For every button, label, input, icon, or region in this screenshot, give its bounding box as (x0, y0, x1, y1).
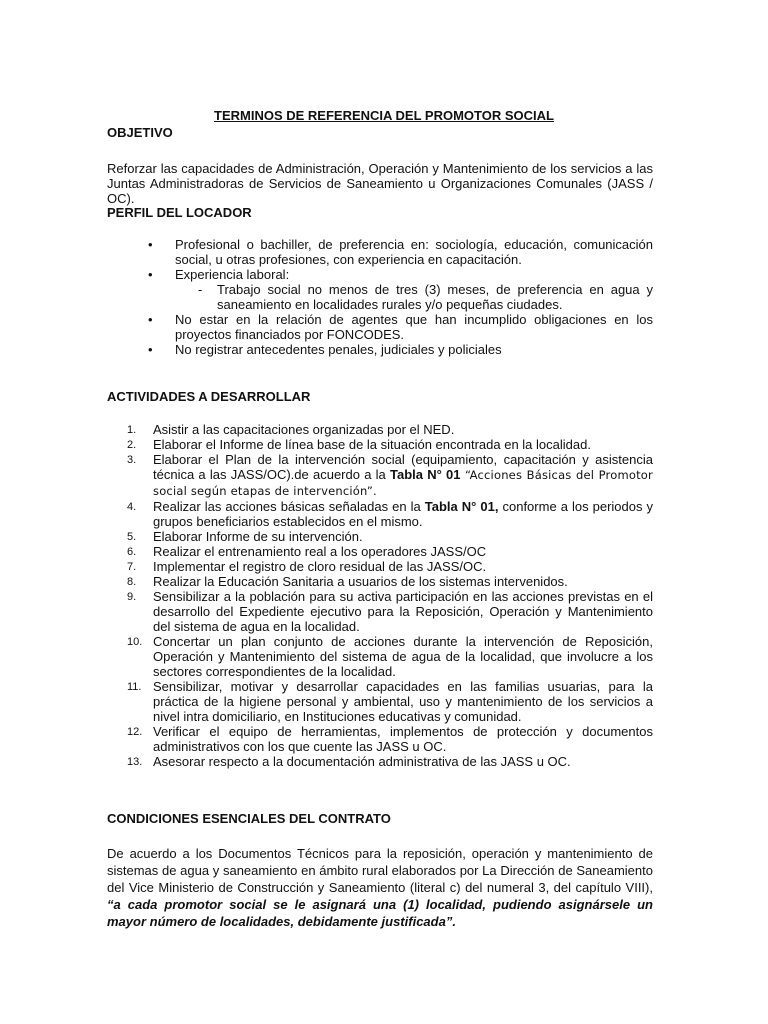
condiciones-text: De acuerdo a los Documentos Técnicos para la reposición, operación y mantenimiento de sistemas de agua y saneamiento en ámbito rural elaborados por La Dirección de Saneamiento del Vice Ministerio de Construcción y Saneamiento (literal c) del numeral 3, del capítulo VIII), “a cada promotor social se le asignará una (1) localidad, pudiendo asignársele un mayor número de localidades, debidamente justificada”. (107, 846, 653, 929)
list-item: • Profesional o bachiller, de preferencia en: sociología, educación, comunicación social, u otras profesiones, con experiencia en capacitación. (107, 237, 653, 267)
list-item: 11. Sensibilizar, motivar y desarrollar capacidades en las familias usuarias, para la práctica de la higiene personal y ambiental, uso y mantenimiento de los servicios a nivel intra domiciliario, en Instituciones educativas y comunidad. (127, 679, 653, 724)
section-objetivo (107, 125, 653, 140)
list-item: • No registrar antecedentes penales, judiciales y policiales (107, 342, 653, 357)
list-item: 13. Asesorar respecto a la documentación administrativa de las JASS u OC. (127, 754, 571, 769)
list-item: • No estar en la relación de agentes que han incumplido obligaciones en los proyectos financiados por FONCODES. (107, 312, 653, 342)
section-perfil (107, 205, 653, 220)
list-item: 9. Sensibilizar a la población para su activa participación en las acciones previstas en el desarrollo del Expediente ejecutivo para la Reposición, Operación y Mantenimiento del sistema de agua en la localidad. (127, 589, 653, 634)
list-item: 1. Asistir a las capacitaciones organizadas por el NED. (127, 422, 455, 437)
objetivo-body (107, 161, 653, 206)
page-title: TERMINOS DE REFERENCIA DEL PROMOTOR SOCIAL (214, 108, 554, 123)
objetivo-heading: OBJETIVO (107, 125, 173, 140)
perfil-list (107, 237, 653, 357)
list-item: 12. Verificar el equipo de herramientas, implementos de protección y documentos administrativos con los que cuente las JASS u OC. (127, 724, 653, 754)
sub-list-item: - Trabajo social no menos de tres (3) meses, de preferencia en agua y saneamiento en localidades rurales y/o pequeñas ciudades. (107, 282, 653, 312)
list-item: 2. Elaborar el Informe de línea base de la situación encontrada en la localidad. (127, 437, 591, 452)
actividades-heading: ACTIVIDADES A DESARROLLAR (107, 389, 311, 404)
condiciones-quote: “a cada promotor social se le asignará una (1) localidad, pudiendo asignársele un mayor número de localidades, debidamente justificada”. (107, 897, 653, 929)
list-item: 6. Realizar el entrenamiento real a los operadores JASS/OC (127, 544, 487, 559)
list-item: 8. Realizar la Educación Sanitaria a usuarios de los sistemas intervenidos. (127, 574, 568, 589)
section-actividades (107, 389, 653, 404)
objetivo-text: Reforzar las capacidades de Administración, Operación y Mantenimiento de los servicios a las Juntas Administradoras de Servicios de Saneamiento u Organizaciones Comunales (JASS / OC). (107, 161, 653, 206)
perfil-list-container (107, 237, 653, 357)
list-item: 5. Elaborar Informe de su intervención. (127, 529, 363, 544)
condiciones-heading: CONDICIONES ESENCIALES DEL CONTRATO (107, 811, 391, 826)
section-condiciones (107, 811, 653, 826)
perfil-heading: PERFIL DEL LOCADOR (107, 205, 252, 220)
actividades-list-container (107, 422, 653, 769)
list-item: 3. Elaborar el Plan de la intervención social (equipamiento, capacitación y asistencia técnica a las JASS/OC).de acuerdo a la Tabla N° 01 “Acciones Básicas del Promotor social según etapas de intervención”. (127, 452, 653, 498)
condiciones-body (107, 845, 653, 930)
actividades-list (107, 422, 653, 769)
list-item: 10. Concertar un plan conjunto de acciones durante la intervención de Reposición, Operación y Mantenimiento del sistema de agua de la localidad, que involucre a los sectores correspondientes de la localidad. (127, 634, 653, 679)
list-item: 4. Realizar las acciones básicas señaladas en la Tabla N° 01, conforme a los periodos y grupos beneficiarios establecidos en el mismo. (127, 499, 653, 529)
list-item: • Experiencia laboral: - Trabajo social no menos de tres (3) meses, de preferencia en agua y saneamiento en localidades rurales y/o pequeñas ciudades. (107, 267, 653, 312)
perfil-sublist (175, 282, 653, 312)
list-item: 7. Implementar el registro de cloro residual de las JASS/OC. (127, 559, 487, 574)
